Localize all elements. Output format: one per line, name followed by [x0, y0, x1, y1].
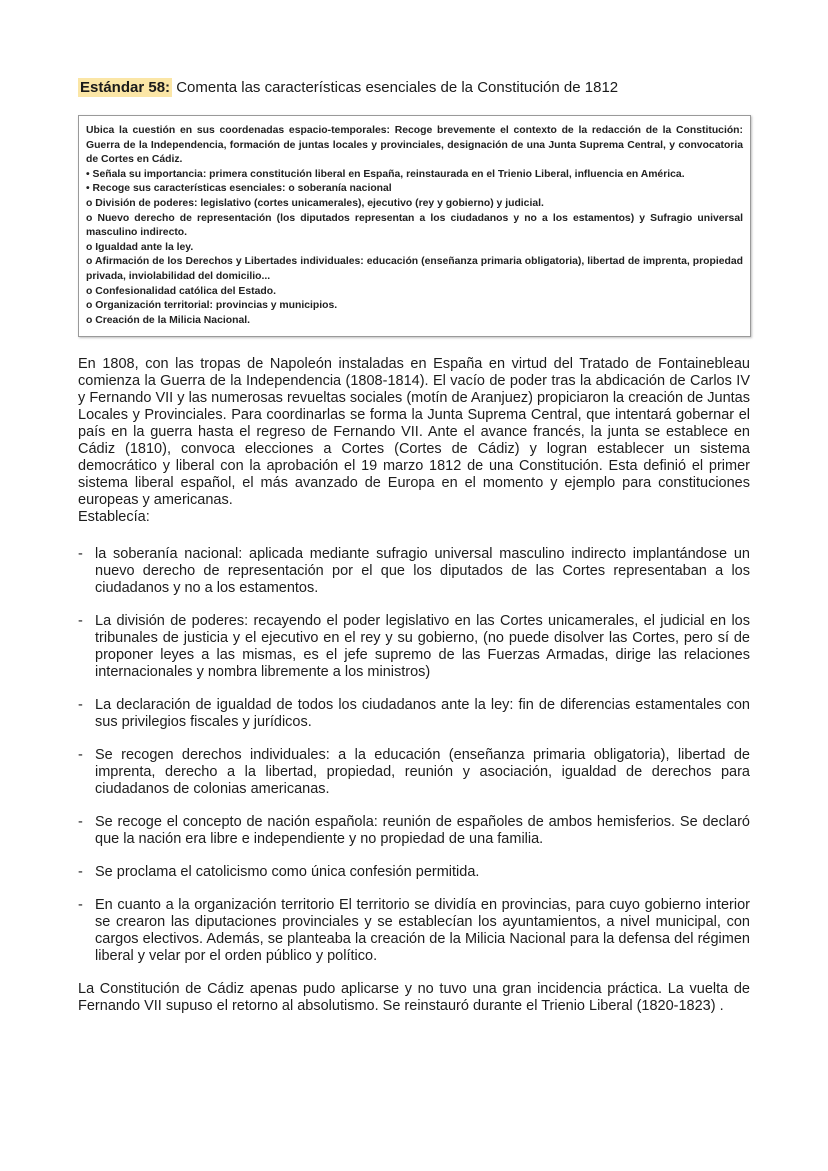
list-item: [78, 747, 750, 798]
standard-tag: Estándar 58:: [80, 79, 171, 96]
dash-bullet: -: [78, 697, 83, 713]
rubric-line: o Afirmación de los Derechos y Libertades individuales: educación (enseñanza primaria obligatoria), libertad de imprenta, propiedad privada, inviolabilidad del domicilio...: [86, 256, 743, 282]
standard-title: Comenta las características esenciales de la Constitución de 1812: [176, 79, 619, 96]
rubric-line: Ubica la cuestión en sus coordenadas espacio-temporales: Recoge brevemente el contexto de la redacción de la Constitución: Guerra de la Independencia, formación de juntas locales y provinciales, designación de una Junta Suprema Central, y convocatoria de Cortes en Cádiz.: [86, 125, 743, 166]
dash-bullet: -: [78, 747, 83, 763]
list-item-text: Se recoge el concepto de nación española: reunión de españoles de ambos hemisferios. Se declaró que la nación era libre e independiente y no propiedad de una familia.: [95, 814, 750, 847]
list-item-text: La declaración de igualdad de todos los ciudadanos ante la ley: fin de diferencias estamentales con sus privilegios fiscales y jurídicos.: [95, 697, 750, 730]
standard-heading: [78, 78, 618, 98]
rubric-box: [78, 115, 751, 337]
list-item: [78, 814, 750, 848]
rubric-line: • Recoge sus características esenciales: o soberanía nacional: [86, 183, 392, 195]
list-item: [78, 897, 750, 965]
list-item-text: la soberanía nacional: aplicada mediante sufragio universal masculino indirecto implantándose un nuevo derecho de representación por el que los diputados de las Cortes representaban a los ciudadanos y no a los estamentos.: [95, 546, 750, 596]
list-item: [78, 697, 750, 731]
closing-paragraph: La Constitución de Cádiz apenas pudo aplicarse y no tuvo una gran incidencia práctica. La vuelta de Fernando VII supuso el retorno al absolutismo. Se reinstauró durante el Trienio Liberal (1820-1823) .: [78, 981, 750, 1014]
intro-paragraph: [78, 356, 750, 526]
feature-list: [78, 546, 750, 965]
dash-bullet: -: [78, 613, 83, 629]
dash-bullet: -: [78, 814, 83, 830]
rubric-line: o Confesionalidad católica del Estado.: [86, 285, 276, 297]
rubric-line: o Organización territorial: provincias y municipios.: [86, 300, 338, 312]
list-item-text: La división de poderes: recayendo el poder legislativo en las Cortes unicamerales, el judicial en los tribunales de justicia y el ejecutivo en el rey y su gobierno, (no puede disolver las Cortes, pero sí de proponer leyes a las mismas, es el jefe supremo de las Fuerzas Armadas, dirige las relaciones internacionales y nombra libremente a los ministros): [95, 613, 750, 680]
rubric-line: o Nuevo derecho de representación (los diputados representan a los ciudadanos y no a los estamentos) y Sufragio universal masculino indirecto.: [86, 212, 743, 239]
dash-bullet: -: [78, 546, 83, 562]
list-item: [78, 864, 750, 881]
intro-text: En 1808, con las tropas de Napoleón instaladas en España en virtud del Tratado de Fontainebleau comienza la Guerra de la Independencia (1808-1814). El vacío de poder tras la abdicación de Carlos IV y Fernando VII y las numerosas revueltas sociales (motín de Aranjuez) propiciaron la creación de Juntas Locales y Provinciales. Para coordinarlas se forma la Junta Suprema Central, que intentará gobernar el país en la guerra hasta el regreso de Fernando VII. Ante el avance francés, la junta se establece en Cádiz (1810), convoca elecciones a Cortes (Cortes de Cádiz) y logran establecer un sistema democrático y liberal con la aprobación el 19 marzo 1812 de una Constitución. Esta definió el primer sistema liberal español, el más avanzado de Europa en el momento y ejemplo para constituciones europeas y americanas.: [78, 356, 750, 508]
dash-bullet: -: [78, 864, 83, 880]
list-item: [78, 546, 750, 597]
list-item-text: Se proclama el catolicismo como única confesión permitida.: [95, 864, 480, 880]
list-item-text: En cuanto a la organización territorio El territorio se dividía en provincias, para cuyo gobierno interior se crearon las diputaciones provinciales y se establecían los ayuntamientos, a nivel municipal, con cargos electivos. Además, se planteaba la creación de la Milicia Nacional para la defensa del régimen liberal y velar por el orden público y político.: [95, 897, 750, 964]
rubric-line: • Señala su importancia: primera constitución liberal en España, reinstaurada en el Trienio Liberal, influencia en América.: [86, 168, 685, 180]
rubric-line: o División de poderes: legislativo (cortes unicamerales), ejecutivo (rey y gobierno) y judicial.: [86, 197, 544, 209]
list-item: [78, 613, 750, 681]
rubric-line: o Igualdad ante la ley.: [86, 241, 194, 253]
lead-text: Establecía:: [78, 509, 150, 525]
rubric-line: o Creación de la Milicia Nacional.: [86, 314, 250, 326]
essay-body: [78, 356, 750, 1015]
dash-bullet: -: [78, 897, 83, 913]
list-item-text: Se recogen derechos individuales: a la educación (enseñanza primaria obligatoria), libertad de imprenta, derecho a la libertad, propiedad, reunión y asociación, igualdad de derechos para ciudadanos de colonias americanas.: [95, 747, 750, 797]
